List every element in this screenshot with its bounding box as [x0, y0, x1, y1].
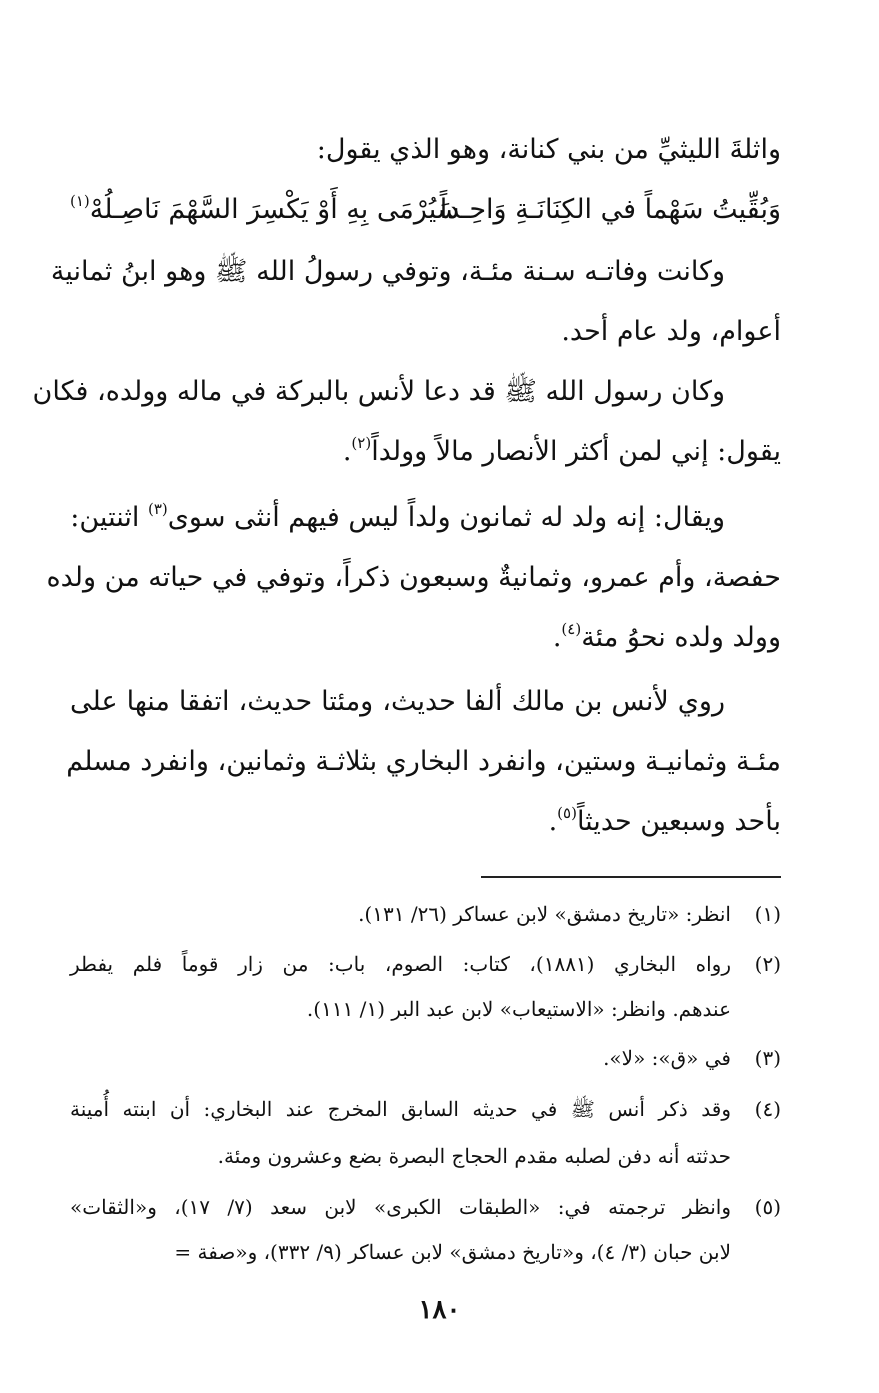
text-line: واثلةَ الليثيِّ من بني كنانة، وهو الذي يقول: — [316, 134, 781, 165]
footnote-text: وقد ذكر أنس ﷺ في حديثه السابق المخرج عند البخاري: أن ابنته أُمينة — [70, 1097, 731, 1121]
text-line: وكانت وفاتـه سـنة مئـة، وتوفي رسولُ الله ﷺ وهو ابنُ ثمانية — [50, 256, 725, 287]
footnote-text: رواه البخاري (١٨٨١)، كتاب: الصوم، باب: من زار قوماً فلم يفطر — [70, 952, 732, 976]
footnote-text: حدثته أنه دفن لصلبه مقدم الحجاج البصرة بضع وعشرون ومئة. — [217, 1144, 731, 1168]
footnote — [70, 1093, 781, 1125]
footnote — [70, 1191, 781, 1223]
footnote-continuation — [70, 1236, 781, 1268]
footnote-separator — [481, 876, 781, 878]
footnote-number: (٢) — [754, 952, 781, 976]
text-line: روي لأنس بن مالك ألفا حديث، ومئتا حديث، اتفقا منها على — [70, 686, 725, 717]
footnote-text: لابن حبان (٣/ ٤)، و«تاريخ دمشق» لابن عساكر (٩/ ٣٣٢)، و«صفة = — [174, 1240, 731, 1264]
text-line: وكان رسول الله ﷺ قد دعا لأنس بالبركة في ماله وولده، فكان — [32, 376, 725, 407]
text-line: بأحد وسبعين حديثاً$^{(٥)}$. — [548, 804, 781, 837]
footnote — [70, 948, 781, 980]
footnote-number: (٥) — [754, 1195, 781, 1219]
footnote — [70, 898, 781, 930]
footnote-number: (٤) — [754, 1097, 781, 1121]
text-line: حفصة، وأم عمرو، وثمانيةٌ وسبعون ذكراً، وتوفي في حياته من ولده — [46, 562, 781, 593]
footnote-ref: (٢) — [351, 434, 372, 452]
footnote-text: عندهم. وانظر: «الاستيعاب» لابن عبد البر (١/ ١١١). — [306, 997, 731, 1021]
footnote-number: (٣) — [754, 1046, 781, 1070]
verse-second-hemistich: سَيُرْمَى بِهِ أَوْ يَكْسِرَ السَّهْمَ نَاصِـلُهْ$^{(١)}$ — [70, 192, 460, 225]
footnote-ref: (٣) — [147, 500, 168, 518]
footnote-continuation — [70, 993, 781, 1025]
footnote-ref: (١) — [70, 192, 90, 210]
footnote — [70, 1042, 781, 1074]
footnote-text: وانظر ترجمته في: «الطبقات الكبرى» لابن سعد (٧/ ١٧)، و«الثقات» — [70, 1195, 732, 1219]
text-line: يقول: إني لمن أكثر الأنصار مالاً وولداً$^{(٢)}$. — [342, 434, 781, 467]
text-line: أعوام، ولد عام أحد. — [561, 316, 781, 347]
footnote-continuation — [70, 1140, 781, 1172]
verse-first-hemistich: وَبُقِّيتُ سَهْماً في الكِنَانَـةِ وَاحِـداً — [439, 194, 781, 225]
footnote-number: (١) — [754, 902, 781, 926]
text-line: وولد ولده نحوُ مئة$^{(٤)}$. — [552, 620, 781, 653]
footnote-text: انظر: «تاريخ دمشق» لابن عساكر (٢٦/ ١٣١). — [358, 902, 731, 926]
text-line: ويقال: إنه ولد له ثمانون ولداً ليس فيهم أنثى سوى$^{(٣)}$ اثنتين: — [70, 500, 725, 533]
page-number: ١٨٠ — [418, 1295, 461, 1325]
footnote-ref: (٥) — [557, 804, 577, 822]
footnote-text: في «ق»: «لا». — [603, 1046, 731, 1070]
footnote-ref: (٤) — [561, 620, 582, 638]
text-line: مئـة وثمانيـة وستين، وانفرد البخاري بثلاثـة وثمانين، وانفرد مسلم — [66, 746, 781, 777]
